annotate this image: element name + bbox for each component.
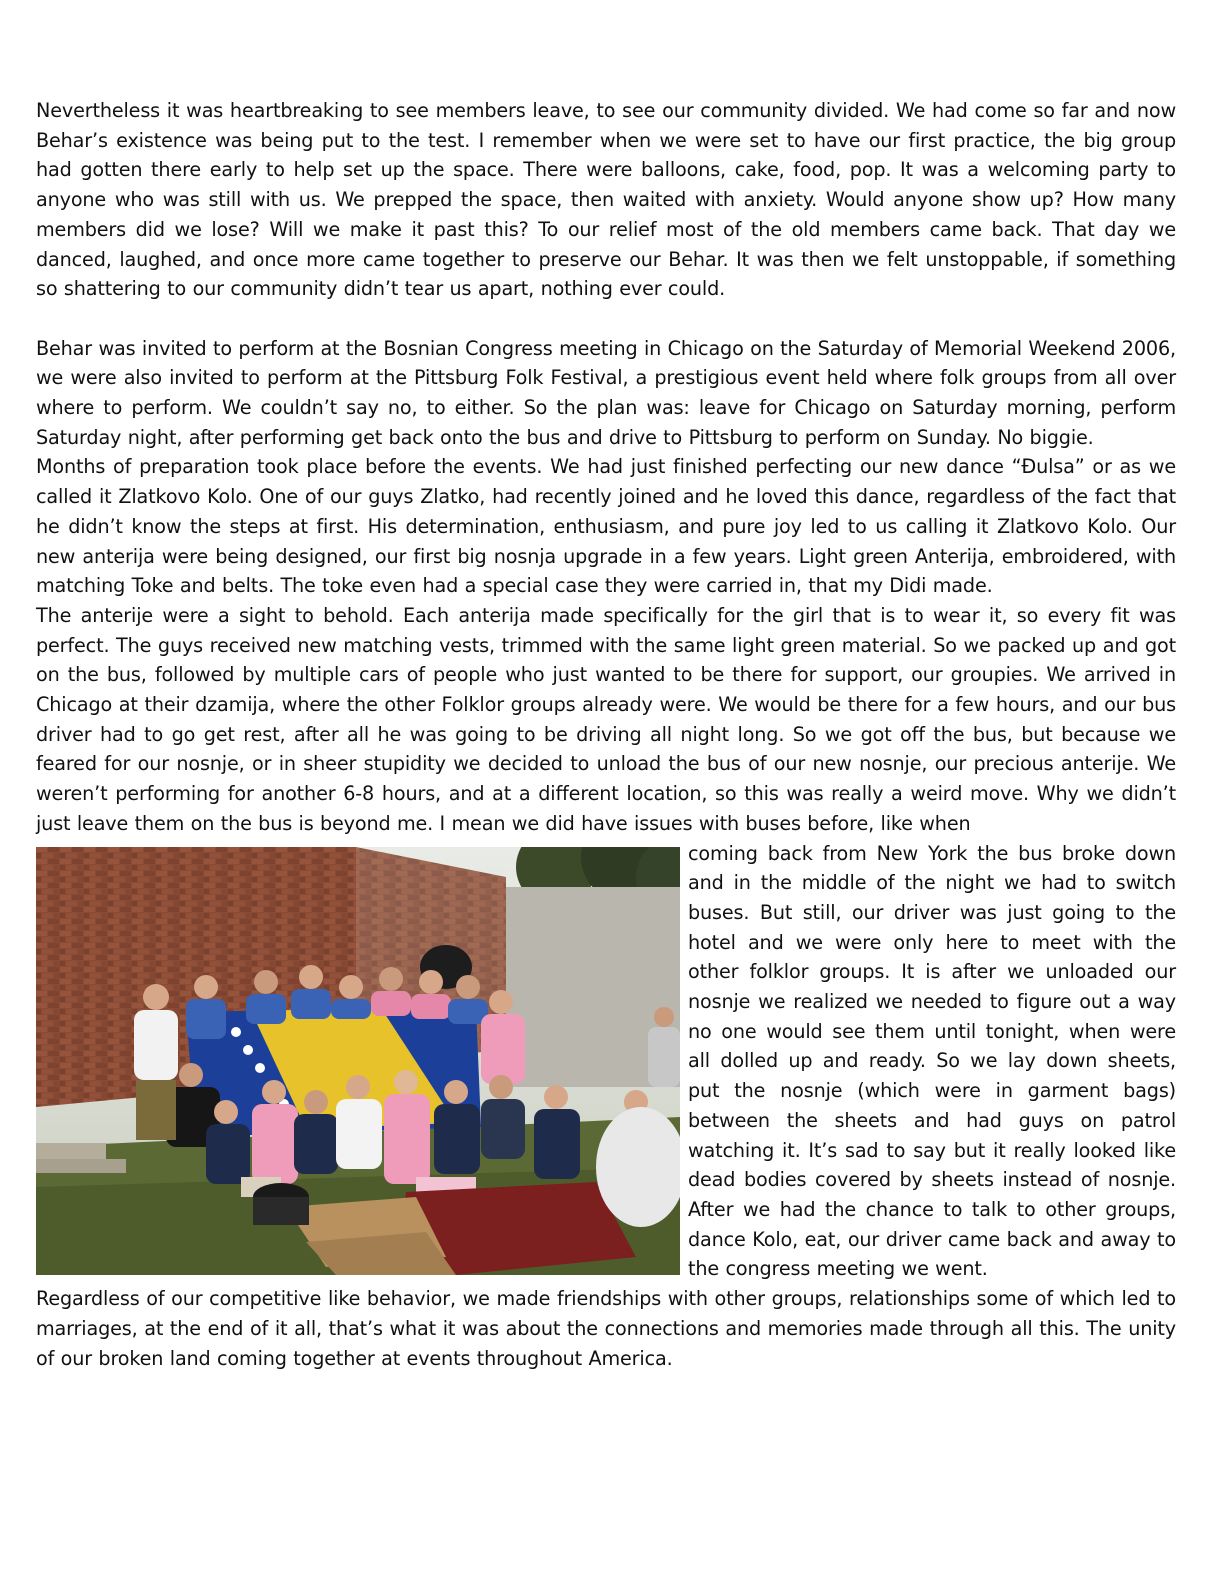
paragraph-spacer <box>36 304 1176 334</box>
paragraph-chicago-invitation: Behar was invited to perform at the Bosnian Congress meeting in Chicago on the Saturday of Memorial Weekend 2006, we were also invited to perform at the Pittsburg Folk Festival, a prestigious event held where folk groups from all over where to perform. We couldn’t say no, to either. So the plan was: leave for Chicago on Saturday morning, perform Saturday night, after performing get back onto the bus and drive to Pittsburg to perform on Sunday. No biggie. <box>36 336 1176 449</box>
group-photo <box>36 847 680 1275</box>
group-photo-image <box>36 847 680 1275</box>
paragraph-preparation: Months of preparation took place before the events. We had just finished perfecting our new dance “Đulsa” or as we called it Zlatkovo Kolo. One of our guys Zlatko, had recently joined and he loved this dance, regardless of the fact that he didn’t know the steps at first. His determination, enthusiasm, and pure joy led to us calling it Zlatkovo Kolo. Our new anterija were being designed, our first big nosnja upgrade in a few years. Light green Anterija, embroidered, with matching Toke and belts. The toke even had a special case they were carried in, that my Didi made. <box>36 455 1176 598</box>
paragraph-friendships: Regardless of our competitive like behavior, we made friendships with other groups, relationships some of which led to marriages, at the end of it all, that’s what it was about the connections and memories made through all this. The unity of our broken land coming together at events throughout America. <box>36 1287 1176 1370</box>
paragraph-anterije: The anterije were a sight to behold. Each anterija made specifically for the girl that is to wear it, so every fit was perfect. The guys received new matching vests, trimmed with the same light green material. So we packed up and got on the bus, followed by multiple cars of people who just wanted to be there for support, our groupies. We arrived in Chicago at their dzamija, where the other Folklor groups already were. We would be there for a few hours, and our bus driver had to go get rest, after all he was going to be driving all night long. So we got off the bus, but because we feared for our nosnje, or in sheer stupidity we decided to unload the bus of our new nosnje, our precious anterije. We weren’t performing for another 6-8 hours, and at a different location, so this was really a weird move. Why we didn’t just leave them on the bus is beyond me. I mean we did have issues with buses before, like when <box>36 603 1176 835</box>
paragraph-community-divided: Nevertheless it was heartbreaking to see members leave, to see our community divided. We had come so far and now Behar’s existence was being put to the test. I remember when we were set to have our first practice, the big group had gotten there early to help set up the space. There were balloons, cake, food, pop. It was a welcoming party to anyone who was still with us. We prepped the space, then waited with anxiety. Would anyone show up? How many members did we lose? Will we make it past this? To our relief most of the old members came back. That day we danced, laughed, and once more came together to preserve our Behar. It was then we felt unstoppable, if something so shattering to our community didn’t tear us apart, nothing ever could. <box>36 99 1176 301</box>
document-page <box>36 96 1176 1373</box>
paragraph-buses: coming back from New York the bus broke down and in the middle of the night we had to switch buses. But still, our driver was just going to the hotel and we were only here to meet with the other folklor groups. It is after we unloaded our nosnje we realized we needed to figure out a way no one would see them until tonight, when were all dolled up and ready. So we lay down sheets, put the nosnje (which were in garment bags) between the sheets and had guys on patrol watching it. It’s sad to say but it really looked like dead bodies covered by sheets instead of nosnje. After we had the chance to talk to other groups, dance Kolo, eat, our driver came back and away to the congress meeting we went. <box>688 841 1176 1281</box>
